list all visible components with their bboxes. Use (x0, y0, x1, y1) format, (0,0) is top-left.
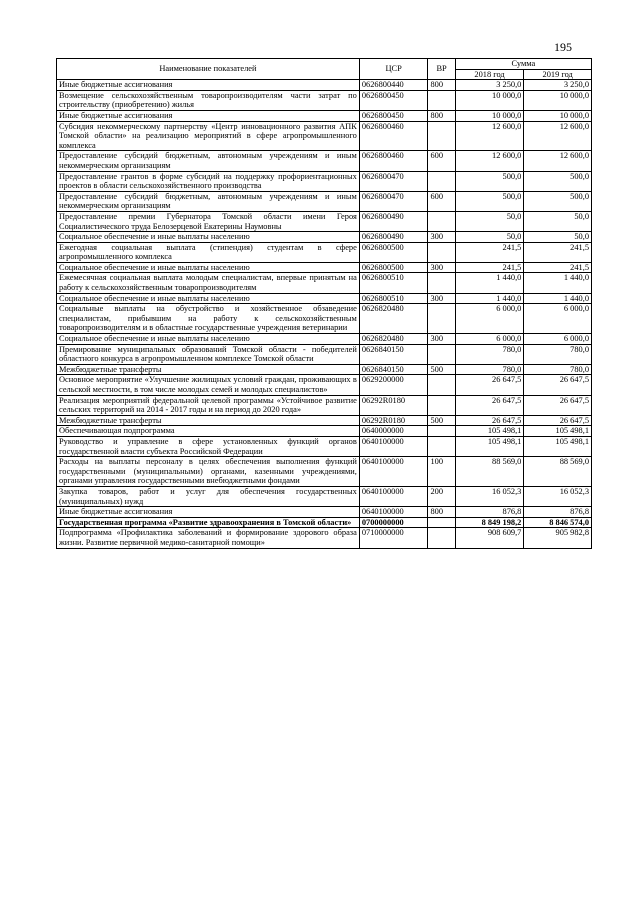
cell-csr: 0626820480 (359, 304, 428, 334)
cell-name: Социальное обеспечение и иные выплаты населению (57, 232, 360, 243)
cell-2018: 88 569,0 (455, 457, 524, 487)
cell-vr (428, 375, 455, 395)
cell-2018: 500,0 (455, 171, 524, 191)
cell-2018: 16 052,3 (455, 486, 524, 506)
table-row (57, 334, 592, 345)
cell-2019: 12 600,0 (524, 151, 592, 171)
header-vr: ВР (428, 59, 455, 80)
cell-2019: 500,0 (524, 191, 592, 211)
table-row (57, 528, 592, 548)
cell-csr: 0629200000 (359, 375, 428, 395)
cell-2018: 500,0 (455, 191, 524, 211)
table-row (57, 293, 592, 304)
cell-2018: 241,5 (455, 242, 524, 262)
header-year-2019: 2019 год (524, 69, 592, 80)
cell-2019: 6 000,0 (524, 304, 592, 334)
table-row (57, 304, 592, 334)
cell-csr: 0640100000 (359, 486, 428, 506)
cell-vr (428, 121, 455, 151)
table-body (57, 80, 592, 548)
cell-name: Возмещение сельскохозяйственным товаропроизводителям части затрат по строительству (приобретению) жилья (57, 90, 360, 110)
cell-name: Подпрограмма «Профилактика заболеваний и формирование здорового образа жизни. Развитие первичной медико-санитарной помощи» (57, 528, 360, 548)
header-csr: ЦСР (359, 59, 428, 80)
table-row (57, 171, 592, 191)
cell-csr: 0626800460 (359, 121, 428, 151)
cell-name: Реализация мероприятий федеральной целевой программы «Устойчивое развитие сельских территорий на 2014 - 2017 годы и на период до 2020 года» (57, 395, 360, 415)
cell-2018: 241,5 (455, 262, 524, 273)
table-row (57, 344, 592, 364)
cell-vr (428, 426, 455, 437)
cell-2019: 16 052,3 (524, 486, 592, 506)
cell-vr: 500 (428, 364, 455, 375)
cell-vr (428, 211, 455, 231)
cell-csr: 0626800450 (359, 90, 428, 110)
table-row (57, 375, 592, 395)
cell-csr: 0626800470 (359, 171, 428, 191)
cell-2019: 241,5 (524, 262, 592, 273)
cell-csr: 0626800510 (359, 293, 428, 304)
cell-2019: 50,0 (524, 211, 592, 231)
cell-2018: 50,0 (455, 211, 524, 231)
cell-vr (428, 395, 455, 415)
cell-csr: 0710000000 (359, 528, 428, 548)
cell-2019: 105 498,1 (524, 426, 592, 437)
cell-2019: 241,5 (524, 242, 592, 262)
cell-2019: 26 647,5 (524, 415, 592, 426)
cell-name: Социальное обеспечение и иные выплаты населению (57, 262, 360, 273)
table-row (57, 211, 592, 231)
cell-2018: 6 000,0 (455, 304, 524, 334)
cell-2019: 26 647,5 (524, 395, 592, 415)
cell-2019: 1 440,0 (524, 293, 592, 304)
table-row (57, 426, 592, 437)
cell-csr: 0626800490 (359, 211, 428, 231)
table-row (57, 457, 592, 487)
cell-2018: 780,0 (455, 344, 524, 364)
table-row (57, 191, 592, 211)
cell-2019: 876,8 (524, 507, 592, 518)
header-name: Наименование показателей (57, 59, 360, 80)
cell-csr: 0626800440 (359, 80, 428, 91)
cell-2018: 12 600,0 (455, 151, 524, 171)
cell-2019: 6 000,0 (524, 334, 592, 345)
header-sum: Сумма (455, 59, 591, 70)
table-row (57, 395, 592, 415)
cell-2018: 908 609,7 (455, 528, 524, 548)
cell-csr: 0626840150 (359, 364, 428, 375)
cell-csr: 0700000000 (359, 517, 428, 528)
table-row (57, 517, 592, 528)
table-row (57, 262, 592, 273)
table-row (57, 232, 592, 243)
cell-vr (428, 171, 455, 191)
cell-csr: 0640100000 (359, 436, 428, 456)
cell-2019: 12 600,0 (524, 121, 592, 151)
cell-csr: 0626800450 (359, 110, 428, 121)
cell-csr: 0626820480 (359, 334, 428, 345)
cell-2018: 10 000,0 (455, 110, 524, 121)
table-row (57, 90, 592, 110)
cell-2019: 500,0 (524, 171, 592, 191)
cell-name: Предоставление субсидий бюджетным, автономным учреждениям и иным некоммерческим организациям (57, 151, 360, 171)
cell-2018: 105 498,1 (455, 426, 524, 437)
cell-name: Руководство и управление в сфере установленных функций органов государственной власти субъекта Российской Федерации (57, 436, 360, 456)
cell-2019: 3 250,0 (524, 80, 592, 91)
cell-2019: 88 569,0 (524, 457, 592, 487)
cell-2019: 105 498,1 (524, 436, 592, 456)
cell-name: Предоставление премии Губернатора Томской области имени Героя Социалистического труда Белозерцевой Екатерины Наумовны (57, 211, 360, 231)
table-row (57, 507, 592, 518)
cell-vr (428, 90, 455, 110)
cell-2019: 8 846 574,0 (524, 517, 592, 528)
cell-vr: 500 (428, 415, 455, 426)
cell-name: Обеспечивающая подпрограмма (57, 426, 360, 437)
cell-name: Предоставление субсидий бюджетным, автономным учреждениям и иным некоммерческим организациям (57, 191, 360, 211)
cell-2019: 780,0 (524, 364, 592, 375)
table-row (57, 436, 592, 456)
cell-vr (428, 436, 455, 456)
cell-2018: 780,0 (455, 364, 524, 375)
cell-name: Основное мероприятие «Улучшение жилищных условий граждан, проживающих в сельской местности, в том числе молодых семей и молодых специалистов» (57, 375, 360, 395)
cell-name: Субсидия некоммерческому партнерству «Центр инновационного развития АПК Томской области» на реализацию мероприятий в сфере агропромышленного комплекса (57, 121, 360, 151)
cell-2018: 12 600,0 (455, 121, 524, 151)
cell-name: Социальные выплаты на обустройство и хозяйственное обзаведение специалистам, прибывшим на работу к сельскохозяйственным товаропроизводителям и в областные государственные учреждения ветеринарии (57, 304, 360, 334)
cell-name: Иные бюджетные ассигнования (57, 80, 360, 91)
cell-csr: 0626800500 (359, 242, 428, 262)
cell-2018: 1 440,0 (455, 293, 524, 304)
cell-vr: 600 (428, 191, 455, 211)
cell-vr: 800 (428, 80, 455, 91)
cell-name: Межбюджетные трансферты (57, 364, 360, 375)
cell-csr: 0626800490 (359, 232, 428, 243)
cell-2019: 780,0 (524, 344, 592, 364)
cell-csr: 06292R0180 (359, 395, 428, 415)
page-number: 195 (554, 40, 572, 54)
cell-name: Государственная программа «Развитие здравоохранения в Томской области» (57, 517, 360, 528)
cell-vr: 800 (428, 110, 455, 121)
cell-2018: 50,0 (455, 232, 524, 243)
cell-csr: 0626800460 (359, 151, 428, 171)
table-row (57, 486, 592, 506)
cell-name: Социальное обеспечение и иные выплаты населению (57, 334, 360, 345)
cell-2018: 876,8 (455, 507, 524, 518)
cell-csr: 0640100000 (359, 457, 428, 487)
cell-vr (428, 517, 455, 528)
table-row (57, 273, 592, 293)
table-row (57, 415, 592, 426)
cell-2018: 6 000,0 (455, 334, 524, 345)
cell-2019: 10 000,0 (524, 110, 592, 121)
cell-vr: 800 (428, 507, 455, 518)
budget-table (56, 58, 592, 549)
cell-2018: 1 440,0 (455, 273, 524, 293)
cell-2019: 10 000,0 (524, 90, 592, 110)
cell-name: Межбюджетные трансферты (57, 415, 360, 426)
cell-vr: 100 (428, 457, 455, 487)
cell-vr: 300 (428, 262, 455, 273)
cell-vr (428, 528, 455, 548)
cell-csr: 0626800470 (359, 191, 428, 211)
cell-name: Социальное обеспечение и иные выплаты населению (57, 293, 360, 304)
cell-vr: 300 (428, 232, 455, 243)
cell-csr: 0626800510 (359, 273, 428, 293)
cell-vr: 200 (428, 486, 455, 506)
cell-name: Иные бюджетные ассигнования (57, 507, 360, 518)
cell-vr (428, 242, 455, 262)
table-row (57, 364, 592, 375)
table-row (57, 151, 592, 171)
table-row (57, 121, 592, 151)
cell-vr (428, 304, 455, 334)
table-row (57, 80, 592, 91)
cell-vr: 300 (428, 293, 455, 304)
cell-csr: 06292R0180 (359, 415, 428, 426)
cell-2019: 1 440,0 (524, 273, 592, 293)
cell-vr (428, 344, 455, 364)
cell-vr: 300 (428, 334, 455, 345)
cell-csr: 0626800500 (359, 262, 428, 273)
cell-2018: 3 250,0 (455, 80, 524, 91)
cell-name: Ежегодная социальная выплата (стипендия) студентам в сфере агропромышленного комплекса (57, 242, 360, 262)
cell-csr: 0640100000 (359, 507, 428, 518)
cell-2019: 50,0 (524, 232, 592, 243)
header-year-2018: 2018 год (455, 69, 524, 80)
cell-2018: 26 647,5 (455, 395, 524, 415)
cell-2019: 905 982,8 (524, 528, 592, 548)
cell-name: Расходы на выплаты персоналу в целях обеспечения выполнения функций государственными (муниципальными) органами, казенными учреждениями, органами управления государственными внебюджетными фондами (57, 457, 360, 487)
cell-name: Предоставление грантов в форме субсидий на поддержку профориентационных проектов в области сельскохозяйственного производства (57, 171, 360, 191)
cell-2018: 105 498,1 (455, 436, 524, 456)
cell-2018: 10 000,0 (455, 90, 524, 110)
cell-vr: 600 (428, 151, 455, 171)
table-row (57, 242, 592, 262)
cell-2019: 26 647,5 (524, 375, 592, 395)
cell-name: Иные бюджетные ассигнования (57, 110, 360, 121)
table-row (57, 110, 592, 121)
cell-vr (428, 273, 455, 293)
cell-name: Ежемесячная социальная выплата молодым специалистам, впервые принятым на работу к сельскохозяйственным товаропроизводителям (57, 273, 360, 293)
cell-2018: 26 647,5 (455, 415, 524, 426)
cell-2018: 26 647,5 (455, 375, 524, 395)
cell-name: Премирование муниципальных образований Томской области - победителей областного конкурса в агропромышленном комплексе Томской области (57, 344, 360, 364)
cell-name: Закупка товаров, работ и услуг для обеспечения государственных (муниципальных) нужд (57, 486, 360, 506)
cell-2018: 8 849 198,2 (455, 517, 524, 528)
cell-csr: 0626840150 (359, 344, 428, 364)
cell-csr: 0640000000 (359, 426, 428, 437)
